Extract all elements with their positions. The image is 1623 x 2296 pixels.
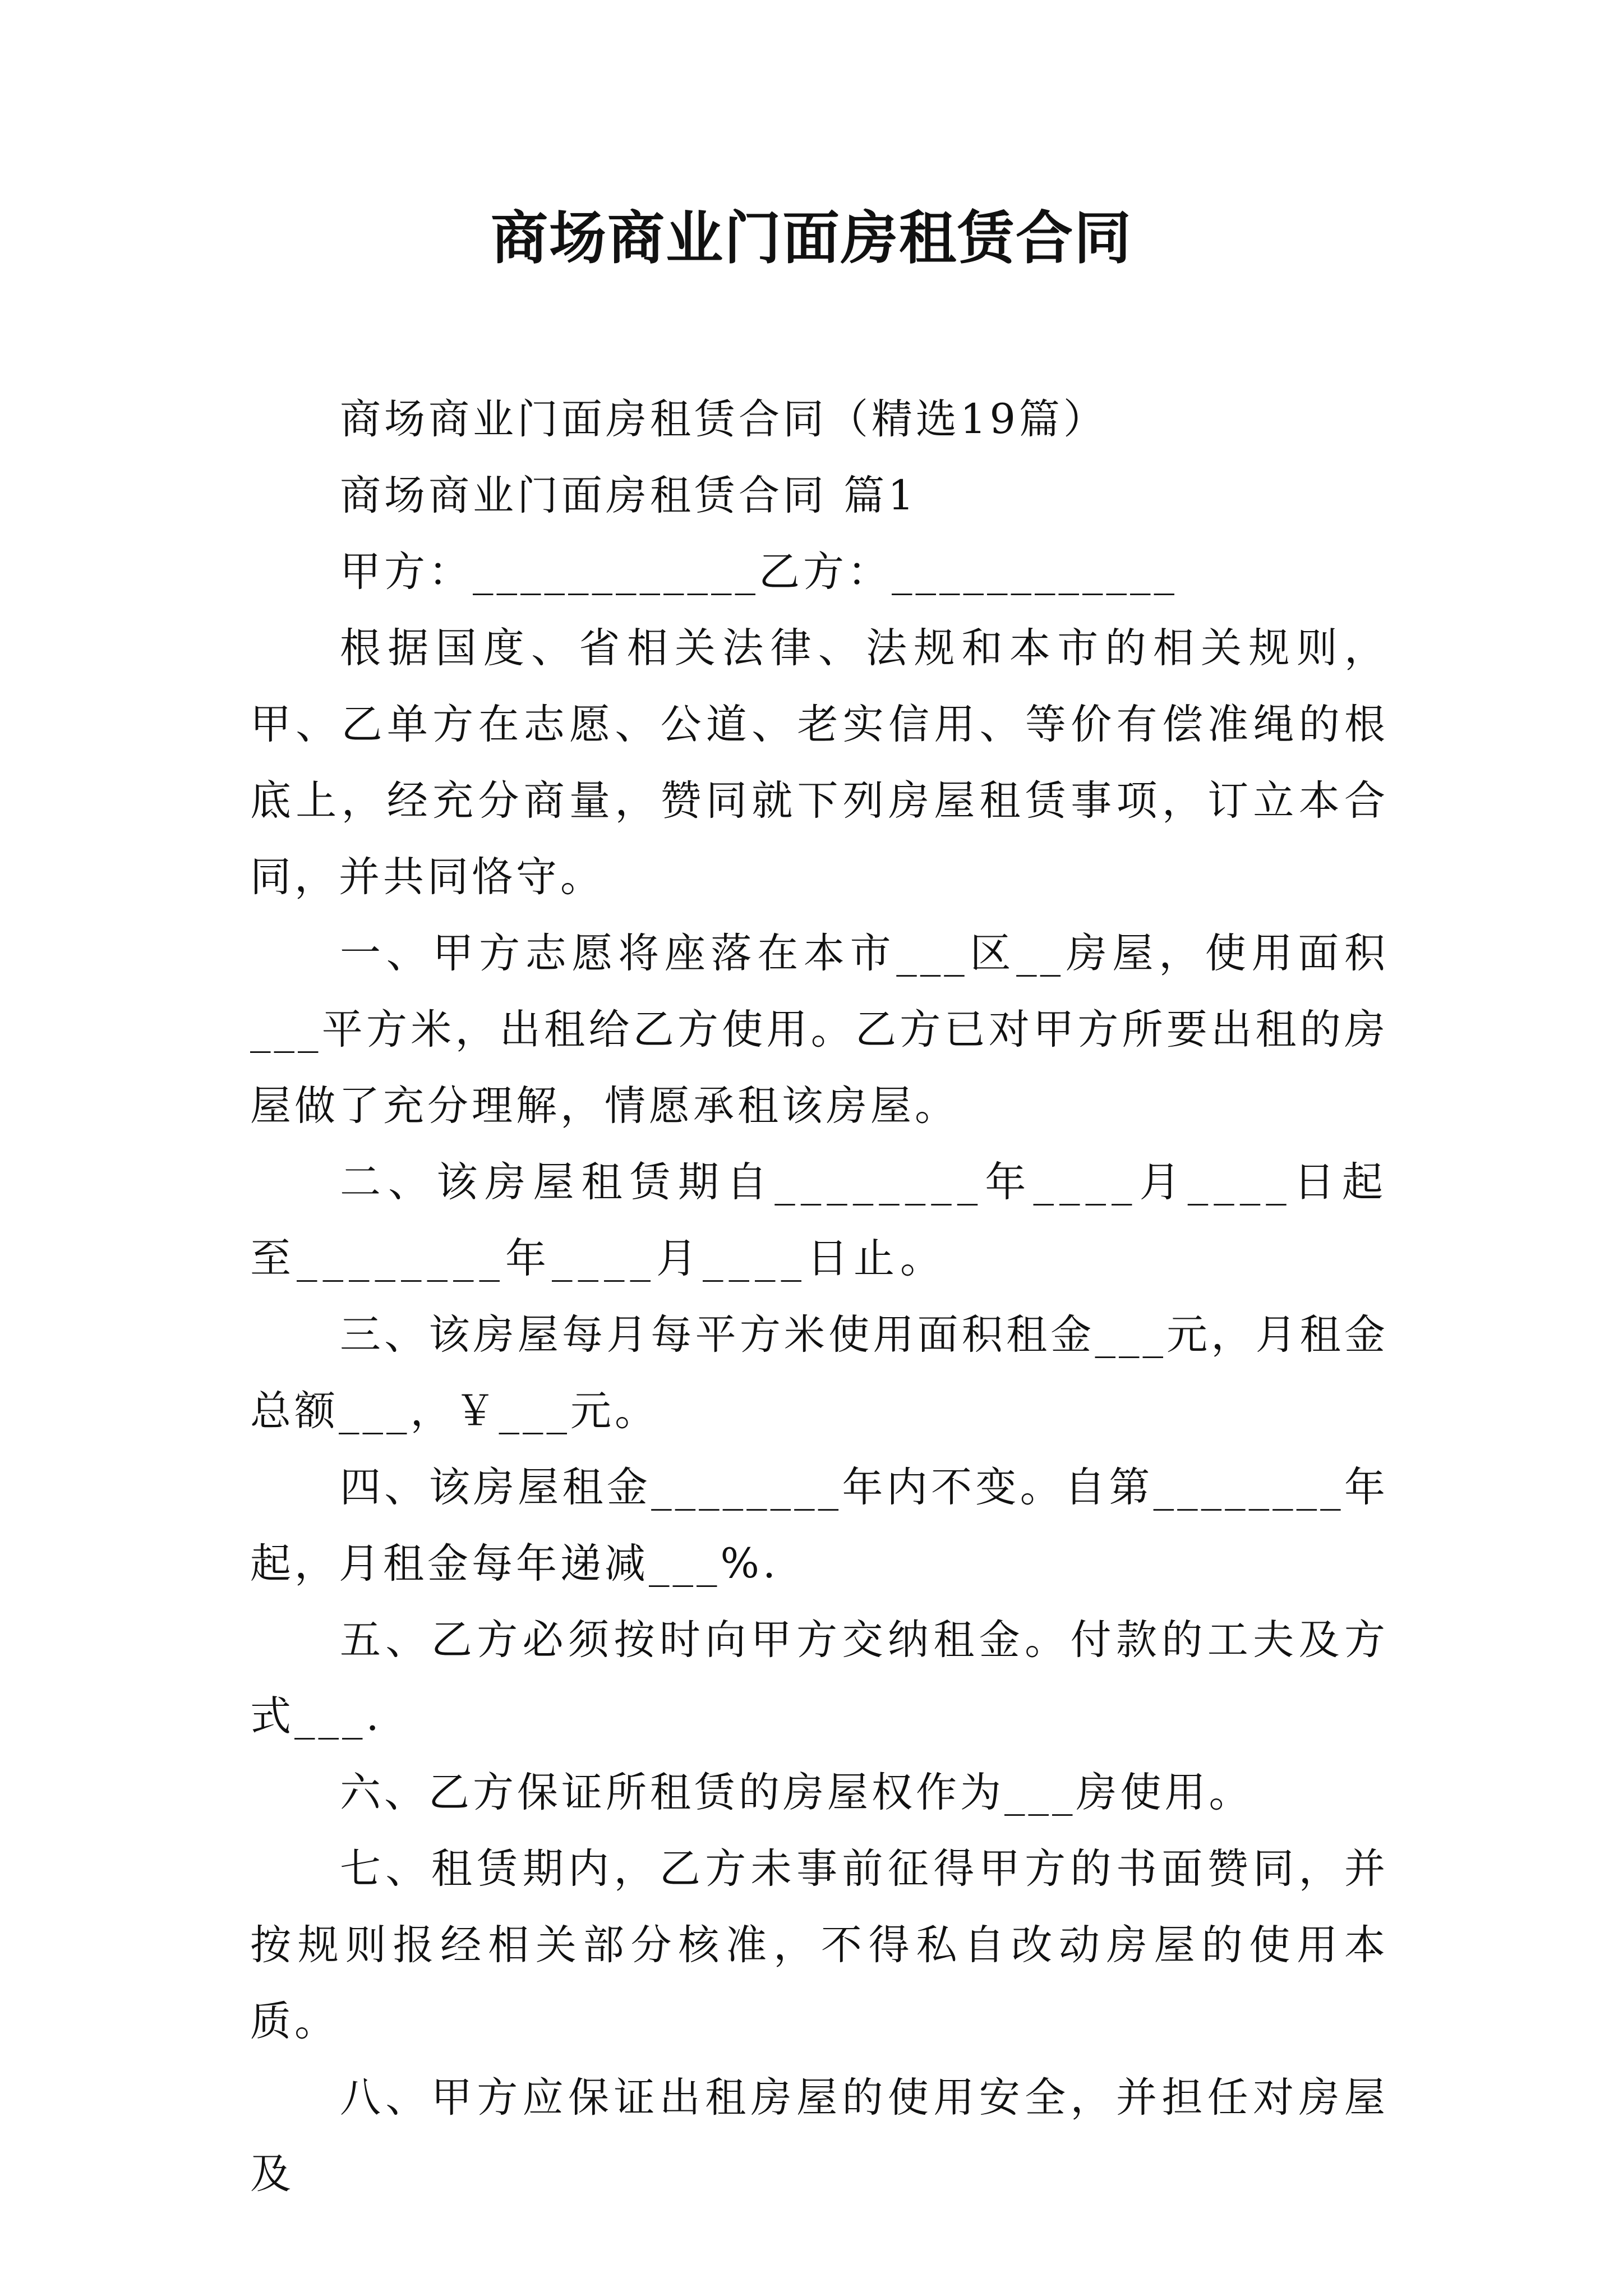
paragraph-preamble: 根据国度、省相关法律、法规和本市的相关规则，甲、乙单方在志愿、公道、老实信用、等价有偿准绳的根底上，经充分商量，赞同就下列房屋租赁事项，订立本合同，并共同恪守。 [250, 624, 1389, 901]
paragraph-clause-2: 二、该房屋租赁期自________年____月____日起至________年____月____日止。 [250, 1158, 1389, 1282]
paragraph-parties: 甲方：____________乙方：____________ [340, 548, 1178, 596]
document-title: 商场商业门面房租赁合同 [491, 205, 1132, 272]
paragraph-clause-4: 四、该房屋租金________年内不变。自第________年起，月租金每年递减___%. [250, 1464, 1389, 1588]
paragraph-section-heading: 商场商业门面房租赁合同 篇1 [340, 472, 917, 519]
paragraph-clause-8: 八、甲方应保证出租房屋的使用安全，并担任对房屋及 [250, 2074, 1389, 2198]
paragraph-clause-1: 一、甲方志愿将座落在本市___区__房屋，使用面积___平方米，出租给乙方使用。乙方已对甲方所要出租的房屋做了充分理解，情愿承租该房屋。 [250, 930, 1389, 1130]
document-body [250, 381, 1389, 2212]
paragraph-clause-7: 七、租赁期内，乙方未事前征得甲方的书面赞同，并按规则报经相关部分核准，不得私自改动房屋的使用本质。 [250, 1845, 1389, 2045]
paragraph-clause-6: 六、乙方保证所租赁的房屋权作为___房使用。 [340, 1769, 1253, 1816]
paragraph-subtitle: 商场商业门面房租赁合同（精选19篇） [340, 395, 1108, 443]
paragraph-clause-5: 五、乙方必须按时向甲方交纳租金。付款的工夫及方式___. [250, 1616, 1389, 1740]
paragraph-clause-3: 三、该房屋每月每平方米使用面积租金___元，月租金总额___，￥___元。 [250, 1311, 1389, 1435]
